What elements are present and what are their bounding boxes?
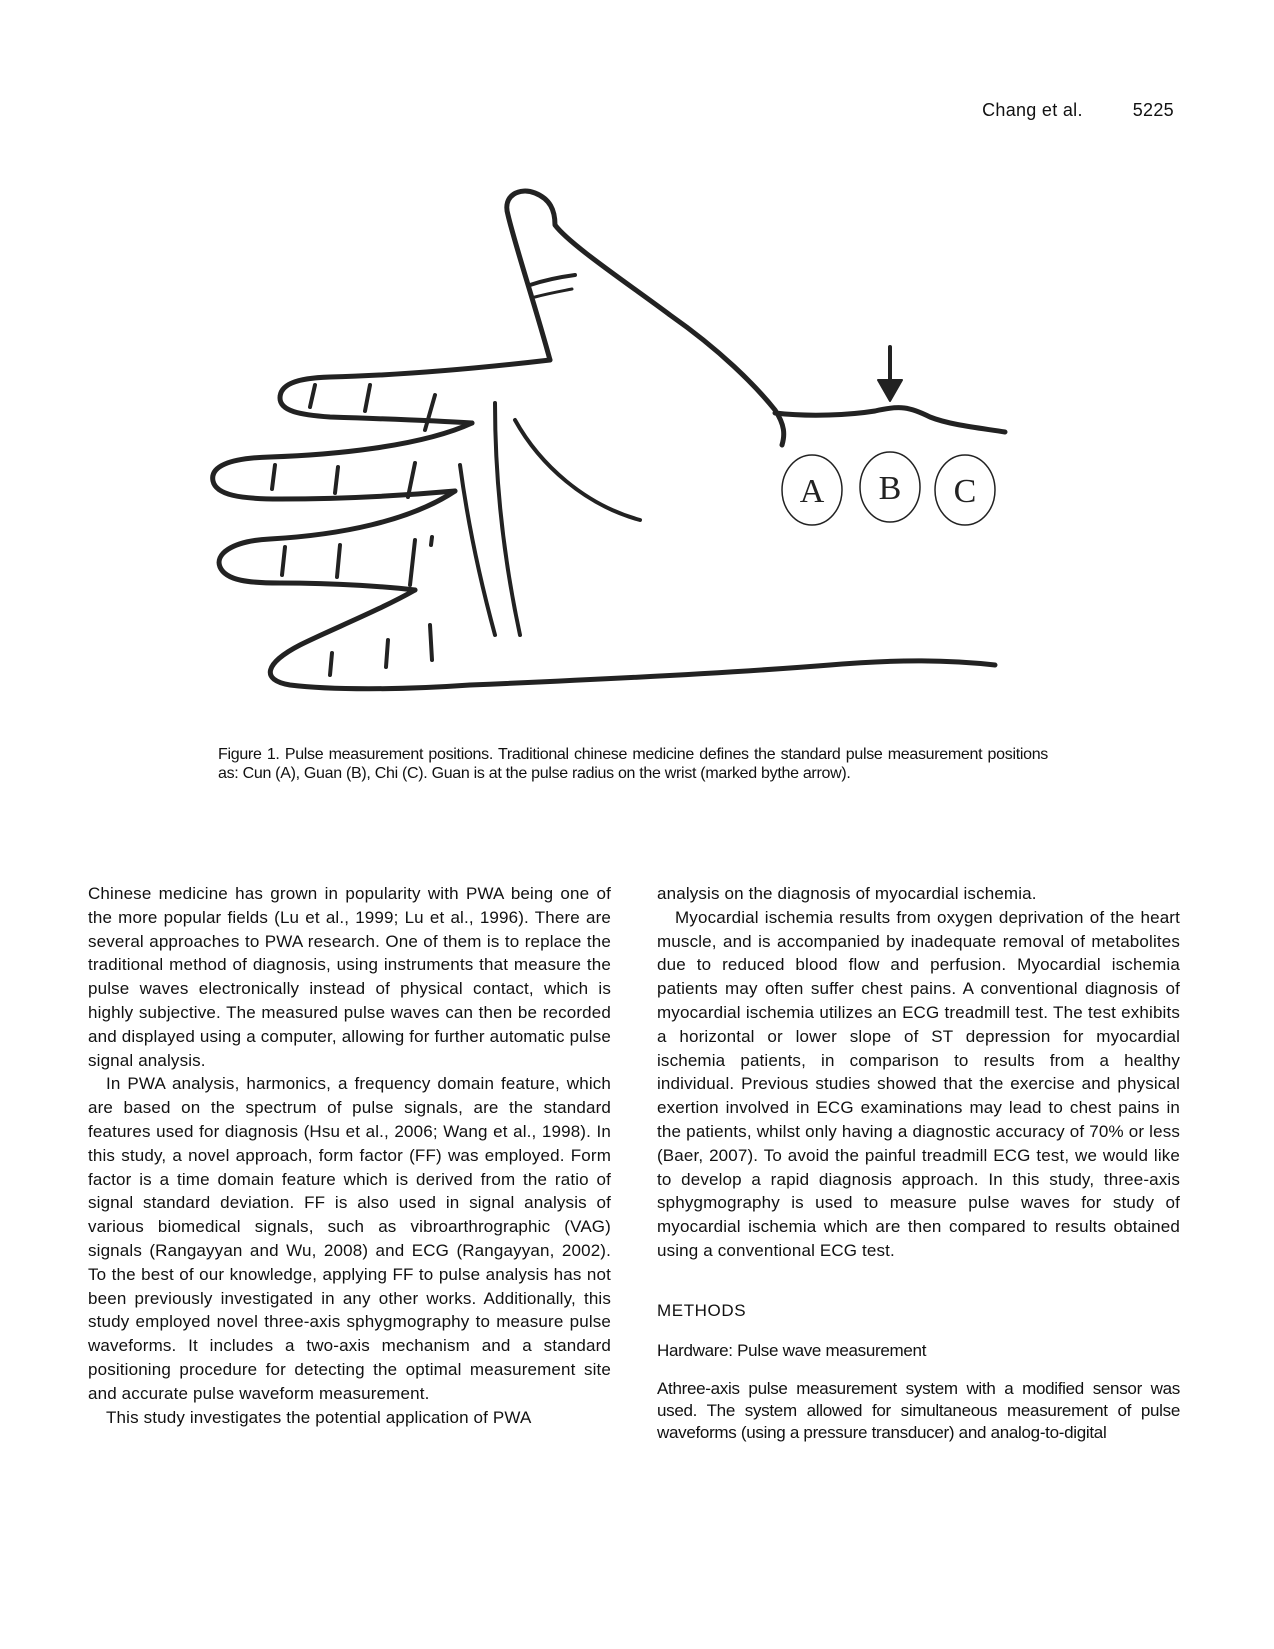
right-column	[657, 882, 1180, 1444]
paragraph: analysis on the diagnosis of myocardial ischemia.	[657, 884, 1037, 903]
paragraph: Athree-axis pulse measurement system with a modified sensor was used. The system allowed for simultaneous measurement of pulse waveforms (using a pressure transducer) and analog-to-digital	[657, 1379, 1180, 1443]
running-header	[982, 100, 1174, 121]
paragraph: Chinese medicine has grown in popularity with PWA being one of the more popular fields (Lu et al., 1999; Lu et al., 1996). There are several approaches to PWA research. One of them is to replace the traditional method of diagnosis, using instruments that measure the pulse waves electronically instead of physical contact, which is highly subjective. The measured pulse waves can then be recorded and displayed using a computer, allowing for further automatic pulse signal analysis.	[88, 884, 611, 1070]
position-label-c: C	[953, 473, 977, 510]
subsection-heading: Hardware: Pulse wave measurement	[657, 1340, 927, 1360]
paragraph: Myocardial ischemia results from oxygen deprivation of the heart muscle, and is accompanied by inadequate removal of metabolites due to reduced blood flow and perfusion. Myocardial ischemia patients may often suffer chest pains. A conventional diagnosis of myocardial ischemia utilizes an ECG treadmill test. The test exhibits a horizontal or lower slope of ST depression for myocardial ischemia patients, in comparison to results from a healthy individual. Previous studies showed that the exercise and physical exertion involved in ECG examinations may lead to chest pains in the patients, whilst only having a diagnostic accuracy of 70% or less (Baer, 2007). To avoid the painful treadmill ECG test, we would like to develop a rapid diagnosis approach. In this study, three-axis sphygmography is used to measure pulse waves for study of myocardial ischemia which are then compared to results obtained using a conventional ECG test.	[657, 907, 1180, 1260]
page-number: 5225	[1132, 100, 1174, 120]
hand-drawing	[210, 185, 1060, 730]
arrow-head	[878, 380, 902, 401]
paragraph: This study investigates the potential application of PWA	[106, 1407, 532, 1427]
left-column	[88, 882, 611, 1429]
position-label-b: B	[878, 470, 902, 507]
section-heading: METHODS	[657, 1300, 747, 1320]
position-label-a: A	[799, 473, 825, 510]
paragraph: In PWA analysis, harmonics, a frequency domain feature, which are based on the spectrum of pulse signals, are the standard features used for diagnosis (Hsu et al., 2006; Wang et al., 1998). In this study, a novel approach, form factor (FF) was employed. Form factor is a time domain feature which is derived from the ratio of signal standard deviation. FF is also used in signal analysis of various biomedical signals, such as vibroarthrographic (VAG) signals (Rangayyan and Wu, 2008) and ECG (Rangayyan, 2002). To the best of our knowledge, applying FF to pulse analysis has not been previously investigated in any other works. Additionally, this study employed novel three-axis sphygmography to measure pulse waveforms. It includes a two-axis mechanism and a standard positioning procedure for detecting the optimal measurement site and accurate pulse waveform measurement.	[88, 1074, 611, 1403]
header-author: Chang et al.	[982, 100, 1083, 120]
figure-caption: Figure 1. Pulse measurement positions. Traditional chinese medicine defines the standard pulse measurement positions as: Cun (A), Guan (B), Chi (C). Guan is at the pulse radius on the wrist (marked bythe arrow).	[218, 746, 1048, 782]
hand-figure	[210, 185, 1060, 730]
